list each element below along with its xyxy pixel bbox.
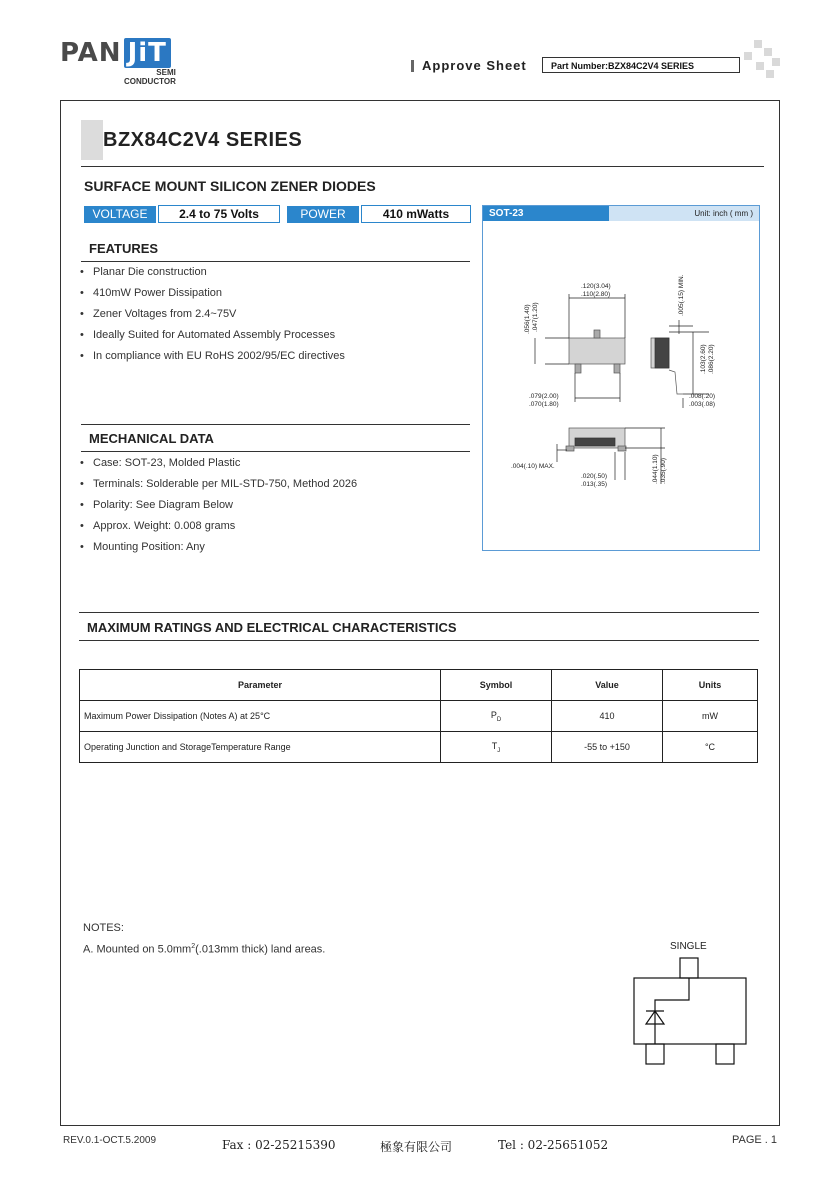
logo-sub-line2: CONDUCTOR	[124, 77, 176, 86]
dim-pin-pitch-a: .079(2.00)	[529, 393, 559, 400]
parameter-cell: Maximum Power Dissipation (Notes A) at 25°C	[80, 701, 441, 732]
features-list	[80, 262, 470, 367]
symbol-cell	[441, 732, 552, 763]
fax-number: Fax : 02-25215390	[222, 1138, 336, 1152]
mechanical-list	[80, 453, 470, 558]
list-item: • Case: SOT-23, Molded Plastic	[80, 453, 470, 474]
dim-lead-width-b: .013(.35)	[581, 481, 608, 488]
symbol-cell	[441, 701, 552, 732]
units-cell: °C	[663, 732, 758, 763]
dim-side-height-b: .086(2.20)	[708, 344, 715, 374]
dim-top-width-b: .110(2.80)	[581, 291, 611, 298]
title-divider	[81, 166, 764, 167]
product-subtitle: SURFACE MOUNT SILICON ZENER DIODES	[84, 178, 376, 194]
list-item: • In compliance with EU RoHS 2002/95/EC directives	[80, 346, 470, 367]
list-item: • Zener Voltages from 2.4~75V	[80, 304, 470, 325]
column-header: Units	[663, 670, 758, 701]
logo-subtitle	[124, 68, 176, 86]
notes-heading: NOTES:	[83, 922, 124, 934]
symbol-subscript: D	[496, 716, 502, 723]
dim-top-width-a: .120(3.04)	[581, 283, 611, 290]
column-header: Symbol	[441, 670, 552, 701]
dim-top-height-a: .056(1.40)	[524, 304, 531, 334]
dim-lead-thick-a: .008(.20)	[689, 393, 716, 400]
top-view-body	[569, 338, 625, 364]
power-value: 410 mWatts	[361, 205, 471, 223]
package-outline-drawing	[483, 222, 759, 550]
table-row	[80, 701, 758, 732]
mechanical-heading: MECHANICAL DATA	[89, 431, 214, 446]
package-unit: Unit: inch ( mm )	[609, 206, 759, 221]
ratings-table	[79, 669, 758, 763]
list-item: • 410mW Power Dissipation	[80, 283, 470, 304]
logo-sub-line1: SEMI	[156, 68, 176, 77]
note-a-text: A. Mounted on 5.0mm	[83, 943, 192, 956]
dim-body-thick-b: .035(.90)	[660, 457, 667, 484]
symbol-text: P	[490, 709, 497, 720]
ratings-divider	[79, 640, 759, 641]
table-header-row	[80, 670, 758, 701]
note-a-text-end: (.013mm thick) land areas.	[195, 943, 326, 956]
parameter-cell: Operating Junction and StorageTemperature Range	[80, 732, 441, 763]
diagram-label: SINGLE	[670, 941, 707, 952]
tel-number: Tel : 02-25651052	[498, 1138, 609, 1152]
page-number: PAGE . 1	[732, 1134, 778, 1146]
note-a-superscript: 2	[191, 943, 196, 950]
ratings-top-divider	[79, 612, 759, 613]
pin-right	[614, 364, 620, 373]
list-item: • Mounting Position: Any	[80, 537, 470, 558]
page-title: BZX84C2V4 SERIES	[103, 129, 303, 151]
column-header: Parameter	[80, 670, 441, 701]
symbol-text: T	[491, 740, 498, 751]
column-header: Value	[552, 670, 663, 701]
features-heading: FEATURES	[89, 241, 159, 256]
note-a	[83, 943, 325, 956]
corner-decoration	[744, 40, 780, 80]
logo-text-pan: PAN	[60, 38, 122, 68]
dim-side-height-a: .103(2.60)	[700, 344, 707, 374]
mechanical-top-divider	[81, 424, 470, 425]
units-cell: mW	[663, 701, 758, 732]
value-cell: 410	[552, 701, 663, 732]
logo-text-jit: JiT	[124, 38, 171, 68]
list-item: • Approx. Weight: 0.008 grams	[80, 516, 470, 537]
voltage-label: VOLTAGE	[84, 206, 156, 223]
pin-top	[594, 330, 600, 338]
pin-3-pad	[680, 958, 698, 978]
package-name: SOT-23	[483, 206, 609, 221]
dim-top-height-b: .047(1.20)	[532, 302, 539, 332]
dim-body-thick-a: .044(1.10)	[652, 454, 659, 484]
pin-left	[575, 364, 581, 373]
company-name: 極象有限公司	[380, 1140, 453, 1154]
dim-standoff: .004(.10) MAX.	[511, 463, 555, 470]
list-item: • Ideally Suited for Automated Assembly Processes	[80, 325, 470, 346]
dim-pin-pitch-b: .070(1.80)	[529, 401, 559, 408]
table-row	[80, 732, 758, 763]
power-label: POWER	[287, 206, 359, 223]
value-cell: -55 to +150	[552, 732, 663, 763]
dim-lead-min: .005(.15) MIN.	[678, 274, 685, 316]
pin-1-pad	[646, 1044, 664, 1064]
approve-marker	[411, 60, 414, 72]
title-accent	[81, 120, 103, 160]
part-number-box: Part Number:BZX84C2V4 SERIES	[542, 57, 740, 73]
voltage-value: 2.4 to 75 Volts	[158, 205, 280, 223]
mechanical-divider	[81, 451, 470, 452]
list-item: • Terminals: Solderable per MIL-STD-750, Method 2026	[80, 474, 470, 495]
approve-sheet-label: Approve Sheet	[422, 58, 527, 73]
revision: REV.0.1-OCT.5.2009	[63, 1135, 157, 1146]
single-diode-diagram	[630, 956, 750, 1068]
symbol-subscript: J	[497, 747, 501, 754]
ratings-heading: MAXIMUM RATINGS AND ELECTRICAL CHARACTERISTICS	[87, 620, 457, 635]
list-item: • Planar Die construction	[80, 262, 470, 283]
company-logo	[60, 38, 171, 68]
pin-2-pad	[716, 1044, 734, 1064]
list-item: • Polarity: See Diagram Below	[80, 495, 470, 516]
dim-lead-thick-b: .003(.08)	[689, 401, 716, 408]
dim-lead-width-a: .020(.50)	[581, 473, 608, 480]
